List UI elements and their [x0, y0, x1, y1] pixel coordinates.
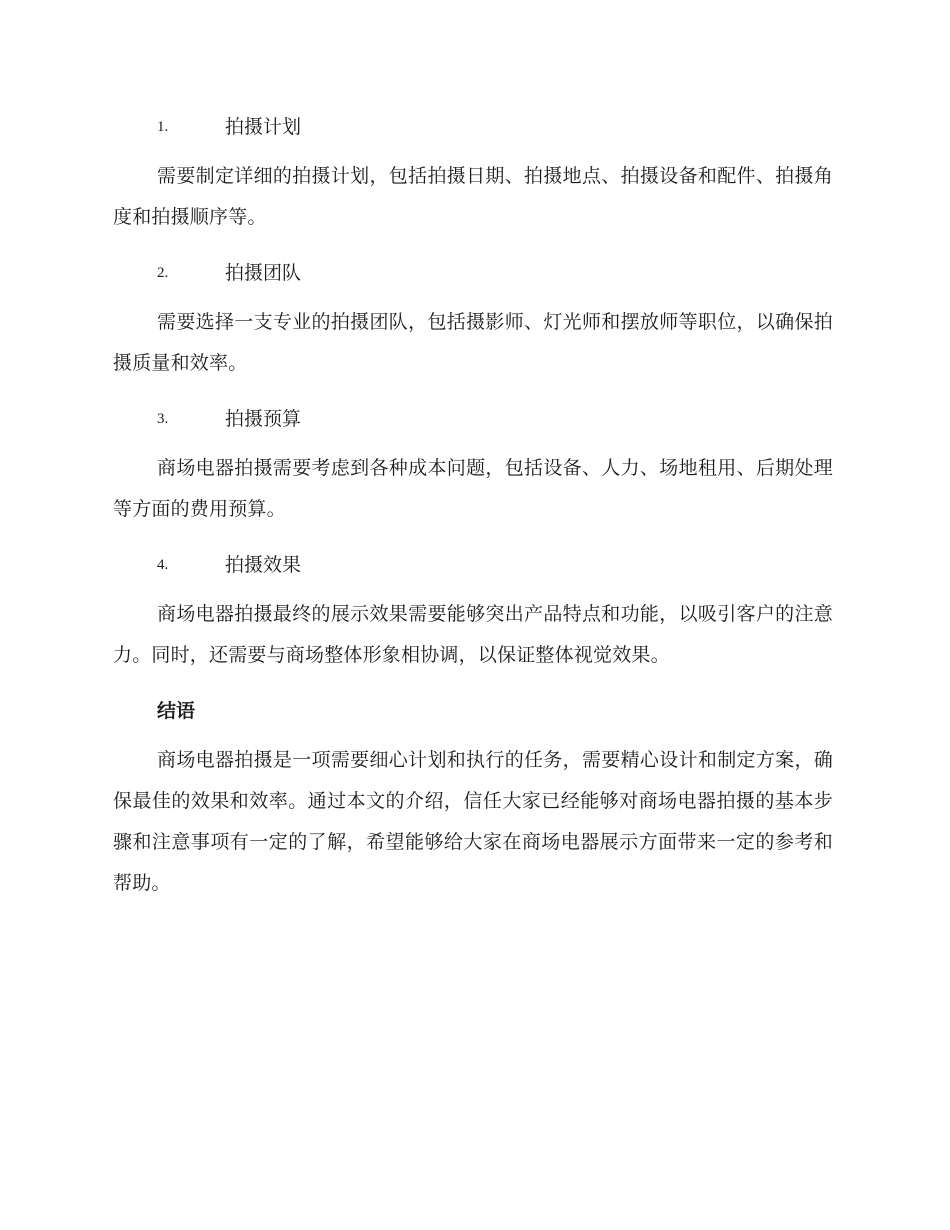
item-number: 3.: [157, 411, 169, 427]
item-heading-4: [113, 550, 833, 580]
item-body-3: 商场电器拍摄需要考虑到各种成本问题，包括设备、人力、场地租用、后期处理等方面的费用预算。: [113, 457, 833, 520]
item-title: 拍摄效果: [225, 554, 302, 576]
item-number: 2.: [157, 265, 169, 281]
item-title: 拍摄团队: [225, 262, 302, 284]
item-number: 1.: [157, 119, 169, 135]
item-heading-3: [113, 404, 833, 434]
item-body-1: 需要制定详细的拍摄计划，包括拍摄日期、拍摄地点、拍摄设备和配件、拍摄角度和拍摄顺序等。: [113, 165, 833, 228]
item-title: 拍摄预算: [225, 408, 302, 430]
conclusion-heading: 结语: [157, 700, 196, 722]
item-title: 拍摄计划: [225, 116, 302, 138]
conclusion-body: 商场电器拍摄是一项需要细心计划和执行的任务，需要精心设计和制定方案，确保最佳的效果和效率。通过本文的介绍，信任大家已经能够对商场电器拍摄的基本步骤和注意事项有一定的了解，希望能够给大家在商场电器展示方面带来一定的参考和帮助。: [113, 749, 833, 894]
document-content: [113, 112, 833, 924]
item-body-2: 需要选择一支专业的拍摄团队，包括摄影师、灯光师和摆放师等职位，以确保拍摄质量和效率。: [113, 311, 833, 374]
item-body-4: 商场电器拍摄最终的展示效果需要能够突出产品特点和功能，以吸引客户的注意力。同时，还需要与商场整体形象相协调，以保证整体视觉效果。: [113, 603, 833, 666]
item-number: 4.: [157, 557, 169, 573]
item-heading-1: [113, 112, 833, 142]
item-heading-2: [113, 258, 833, 288]
